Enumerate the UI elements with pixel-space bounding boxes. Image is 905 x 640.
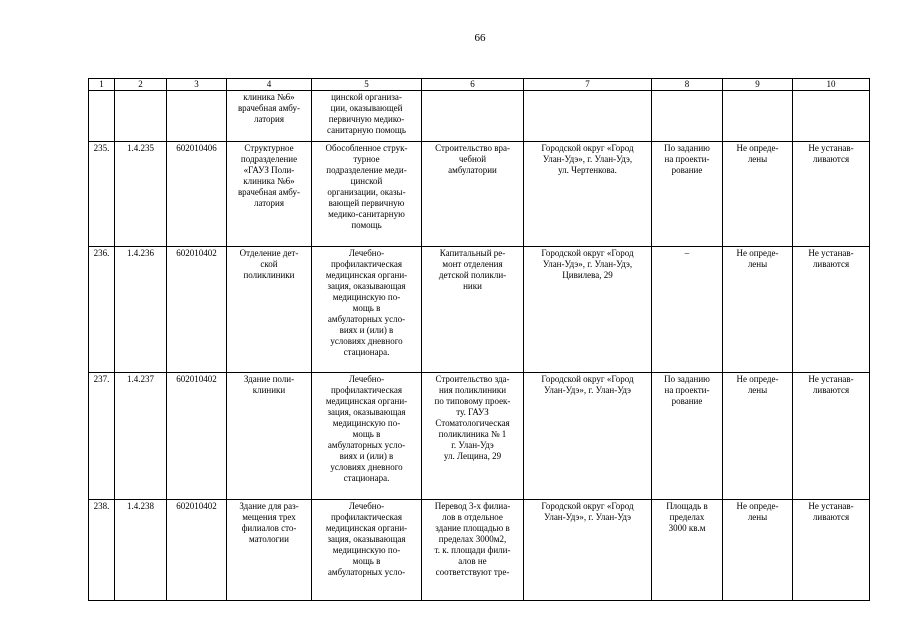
object-location <box>524 91 652 142</box>
okved-code: 602010402 <box>167 500 227 601</box>
object-name: Здание для раз- мещения трех филиалов сто- матологии <box>227 500 312 601</box>
table-row <box>89 247 870 373</box>
object-name: Отделение дет- ской поликлиники <box>227 247 312 373</box>
object-location: Городской округ «Город Улан-Удэ», г. Улан-Удэ <box>524 373 652 500</box>
zone-type <box>793 91 870 142</box>
zone-info: Не опреде- лены <box>723 500 793 601</box>
okved-code <box>167 91 227 142</box>
object-parameters <box>652 91 723 142</box>
okved-code: 602010402 <box>167 247 227 373</box>
table-row <box>89 142 870 247</box>
column-header-9: 9 <box>723 79 793 91</box>
table-row <box>89 91 870 142</box>
work-type <box>422 91 524 142</box>
zone-info: Не опреде- лены <box>723 373 793 500</box>
zone-type: Не устанав- ливаются <box>793 373 870 500</box>
object-name: Здание поли- клиники <box>227 373 312 500</box>
zone-type: Не устанав- ливаются <box>793 142 870 247</box>
object-name: Структурное подразделение «ГАУЗ Поли- клиника №6» врачебная амбу- латория <box>227 142 312 247</box>
zone-info: Не опреде- лены <box>723 142 793 247</box>
column-header-1: 1 <box>89 79 115 91</box>
table-row <box>89 373 870 500</box>
work-type: Капитальный ре- монт отделения детской поликли- ники <box>422 247 524 373</box>
row-number: 237. <box>89 373 115 500</box>
object-parameters: Площадь в пределах 3000 кв.м <box>652 500 723 601</box>
column-header-8: 8 <box>652 79 723 91</box>
object-code: 1.4.238 <box>115 500 167 601</box>
object-code <box>115 91 167 142</box>
column-header-3: 3 <box>167 79 227 91</box>
okved-code: 602010406 <box>167 142 227 247</box>
object-parameters: По заданию на проекти- рование <box>652 373 723 500</box>
column-header-6: 6 <box>422 79 524 91</box>
object-location: Городской округ «Город Улан-Удэ», г. Улан-Удэ, ул. Чертенкова. <box>524 142 652 247</box>
object-parameters: По заданию на проекти- рование <box>652 142 723 247</box>
work-type: Перевод 3-х филиа- лов в отдельное здание площадью в пределах 3000м2, т. к. площади фили- алов не соответствуют тре- <box>422 500 524 601</box>
object-code: 1.4.235 <box>115 142 167 247</box>
row-number <box>89 91 115 142</box>
zone-info <box>723 91 793 142</box>
page-number: 66 <box>474 32 486 44</box>
column-header-5: 5 <box>312 79 422 91</box>
row-number: 238. <box>89 500 115 601</box>
column-header-2: 2 <box>115 79 167 91</box>
okved-code: 602010402 <box>167 373 227 500</box>
work-type: Строительство зда- ния поликлиники по типовому проек- ту. ГАУЗ Стоматологическая поликлиника № 1 г. Улан-Удэ ул. Лещина, 29 <box>422 373 524 500</box>
zone-type: Не устанав- ливаются <box>793 500 870 601</box>
zone-info: Не опреде- лены <box>723 247 793 373</box>
table-row <box>89 500 870 601</box>
object-parameters: – <box>652 247 723 373</box>
header-row <box>89 79 870 91</box>
object-code: 1.4.237 <box>115 373 167 500</box>
column-header-7: 7 <box>524 79 652 91</box>
objects-table <box>88 78 870 601</box>
object-name: клиника №6» врачебная амбу- латория <box>227 91 312 142</box>
work-type: Строительство вра- чебной амбулатории <box>422 142 524 247</box>
object-purpose: Лечебно- профилактическая медицинская органи- зация, оказывающая медицинскую по- мощь в амбулаторных усло- виях и (или) в условиях дневного стационара. <box>312 247 422 373</box>
object-location: Городской округ «Город Улан-Удэ», г. Улан-Удэ <box>524 500 652 601</box>
object-purpose: Обособленное струк- турное подразделение меди- цинской организации, оказы- вающей первичную медико-санитарную помощь <box>312 142 422 247</box>
object-purpose: цинской организа- ции, оказывающей первичную медико- санитарную помощь <box>312 91 422 142</box>
object-purpose: Лечебно- профилактическая медицинская органи- зация, оказывающая медицинскую по- мощь в амбулаторных усло- <box>312 500 422 601</box>
column-header-4: 4 <box>227 79 312 91</box>
zone-type: Не устанав- ливаются <box>793 247 870 373</box>
object-code: 1.4.236 <box>115 247 167 373</box>
object-location: Городской округ «Город Улан-Удэ», г. Улан-Удэ, Цивилева, 29 <box>524 247 652 373</box>
row-number: 235. <box>89 142 115 247</box>
row-number: 236. <box>89 247 115 373</box>
object-purpose: Лечебно- профилактическая медицинская органи- зация, оказывающая медицинскую по- мощь в амбулаторных усло- виях и (или) в условиях дневного стационара. <box>312 373 422 500</box>
column-header-10: 10 <box>793 79 870 91</box>
